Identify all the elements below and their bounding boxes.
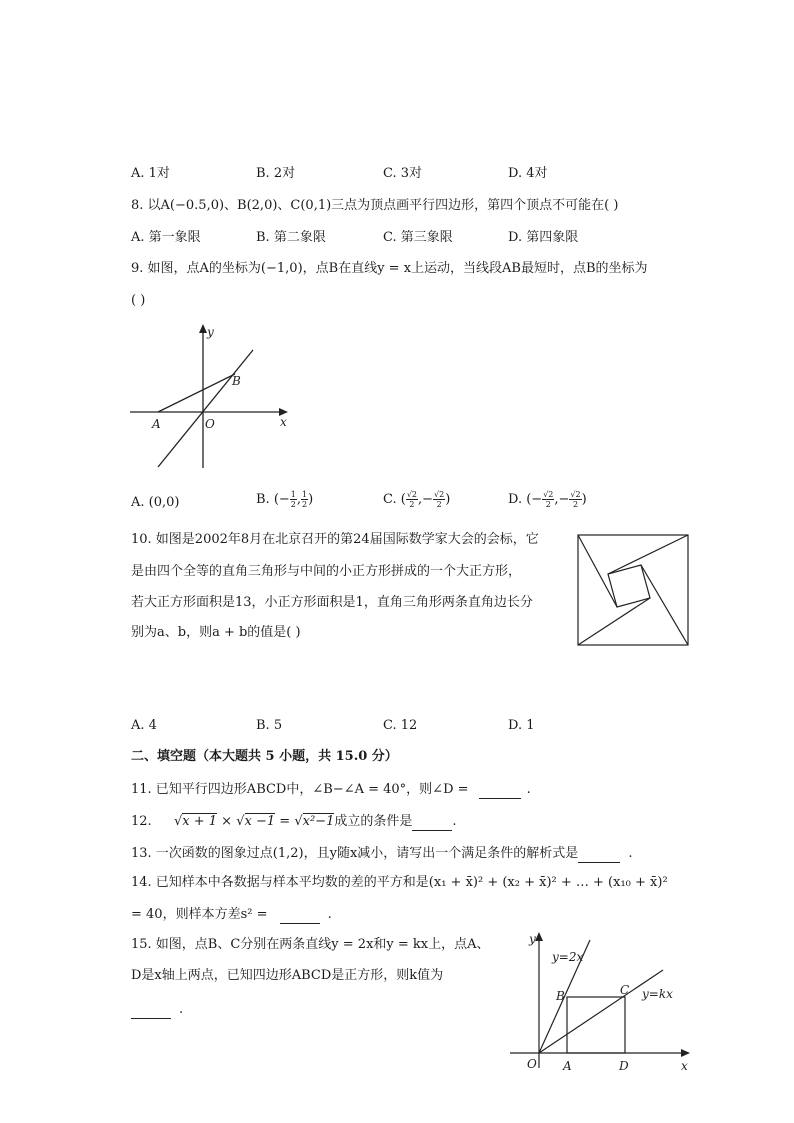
q9-option-d-frac1: $\frac{√2}{2}$ [543,490,554,509]
q11 [131,780,531,799]
q9-option-b-open: (− [273,492,290,507]
q15-label-y: y [529,932,536,946]
q9-option-d-frac2: $\frac{√2}{2}$ [570,490,581,509]
q15-label-o: O [527,1057,537,1071]
q10-option-d: D. 1 [508,718,535,733]
q12-num: 12. [131,814,152,829]
q9-option-a-prefix: A. [131,495,149,510]
q10-stem-line4: 别为a、b，则a + b的值是( ) [131,625,301,640]
q9-option-d-sep: ,− [554,492,570,507]
q9-y-arrow [199,324,207,333]
q8-option-c: C. 第三象限 [383,230,453,245]
section-2-heading: 二、填空题（本大题共 5 小题，共 15.0 分） [131,749,398,764]
q7-option-a: A. 1对 [131,166,170,181]
q12-times: × [221,814,233,829]
q11-answer-blank[interactable] [479,780,521,799]
q9-label-a: A [152,417,161,431]
q12-radical-2: √x −1 [236,814,276,829]
q13 [131,844,632,863]
q9-option-c [383,490,450,509]
q9-option-d-prefix: D. [508,492,527,507]
q9-label-y: y [207,325,214,339]
q13-stem: 13. 一次函数的图象过点(1,2)，且y随x减小，请写出一个满足条件的解析式是 [131,846,579,861]
q15-stem-line2: D是x轴上两点，已知四边形ABCD是正方形，则k值为 [131,968,444,983]
q9-option-b-prefix: B. [256,492,274,507]
q15-figure [508,928,698,1073]
q15-label-line1: y=2x [552,950,584,964]
q15-label-c: C [620,983,630,997]
q7-option-d: D. 4对 [508,166,548,181]
q14-tail: . [327,907,332,922]
q10-triangle-edge-1 [578,535,617,607]
q11-stem: 11. 已知平行四边形ABCD中，∠B−∠A = 40°，则∠D = [131,782,473,797]
q15-tail: . [179,1002,184,1017]
q10-option-b: B. 5 [256,718,283,733]
q8-option-a: A. 第一象限 [131,230,201,245]
q9-label-x: x [280,415,287,429]
q15-y-arrow [535,932,543,941]
q12-eq: = [279,814,291,829]
q14-stem-line1: 14. 已知样本中各数据与样本平均数的差的平方和是(x₁ + x̄)² + (x₂ + x̄)² + … + (x₁₀ + x̄)² [131,875,668,890]
q15-square-abcd [567,997,625,1053]
q8-option-b: B. 第二象限 [256,230,326,245]
q13-answer-blank[interactable] [578,844,620,863]
q9-option-b-frac2: $\frac{1}{2}$ [302,490,308,509]
q9-option-d-open: (− [526,492,543,507]
q10-triangle-edge-3 [641,565,688,645]
q9-label-b: B [232,374,241,388]
q9-segment-ab [158,374,235,412]
q9-option-c-frac1: $\frac{√2}{2}$ [406,490,418,509]
q9-option-a [131,494,179,512]
q15-stem-line1: 15. 如图，点B、C分别在两条直线y = 2x和y = kx上，点A、 [131,937,490,952]
q8-stem: 8. 以A(−0.5,0)、B(2,0)、C(0,1)三点为顶点画平行四边形，第四个顶点不可能在( ) [131,198,619,213]
q9-option-c-close: ) [445,492,451,507]
q10-triangle-edge-2 [608,535,688,574]
q9-option-c-sep: ,− [418,492,434,507]
q12 [131,812,457,831]
q9-option-b [256,490,313,509]
q12-answer-blank[interactable] [412,812,452,831]
q8-option-d: D. 第四象限 [508,230,579,245]
q9-stem-line1: 9. 如图，点A的坐标为(−1,0)，点B在直线y = x上运动，当线段AB最短时，点B的坐标为 [131,261,648,276]
q14-stem-line2: = 40，则样本方差s² = [131,907,272,922]
q15-answer-blank[interactable] [131,1000,171,1019]
q10-triangle-edge-4 [578,598,650,645]
q15-label-d: D [619,1059,629,1073]
q9-option-d-close: ) [581,492,587,507]
q12-tail: 成立的条件是 [334,814,413,829]
q15-line3 [131,1000,183,1019]
q10-stem-line3: 若大正方形面积是13，小正方形面积是1，直角三角形两条直角边长分 [131,595,533,610]
q14-answer-blank[interactable] [280,905,320,924]
q9-option-c-prefix: C. [383,492,401,507]
q15-label-b: B [556,989,565,1003]
q7-option-b: B. 2对 [256,166,296,181]
q10-option-c: C. 12 [383,718,418,733]
q9-option-a-value: (0,0) [148,495,180,510]
q11-tail: . [526,782,531,797]
q9-option-b-frac1: $\frac{1}{2}$ [290,490,296,509]
q9-line-y-eq-x [158,350,253,467]
q12-end: . [452,814,457,829]
q15-label-a: A [563,1059,572,1073]
q9-figure [128,322,293,470]
q9-stem-line2: ( ) [131,293,146,308]
q10-stem-line1: 10. 如图是2002年8月在北京召开的第24届国际数学家大会的会标，它 [131,532,539,547]
q9-option-d [508,490,587,509]
q10-option-a: A. 4 [131,718,157,733]
q12-radical-3: √x²−1 [294,814,335,829]
q15-x-arrow [681,1049,690,1057]
q15-label-line2: y=kx [642,987,673,1001]
q10-outer-square [578,535,688,645]
q13-tail: . [628,846,633,861]
q15-label-x: x [681,1059,688,1073]
q9-label-o: O [205,417,215,431]
q9-option-b-sep: , [296,492,302,507]
q7-option-c: C. 3对 [383,166,423,181]
q14-line2 [131,905,332,924]
q10-zhaoshuang-figure [577,534,689,646]
q9-option-c-open: ( [400,492,406,507]
q12-radical-1: √x + 1 [173,814,218,829]
q9-option-c-frac2: $\frac{√2}{2}$ [434,490,445,509]
q9-option-b-close: ) [308,492,314,507]
q10-stem-line2: 是由四个全等的直角三角形与中间的小正方形拼成的一个大正方形， [131,564,522,579]
